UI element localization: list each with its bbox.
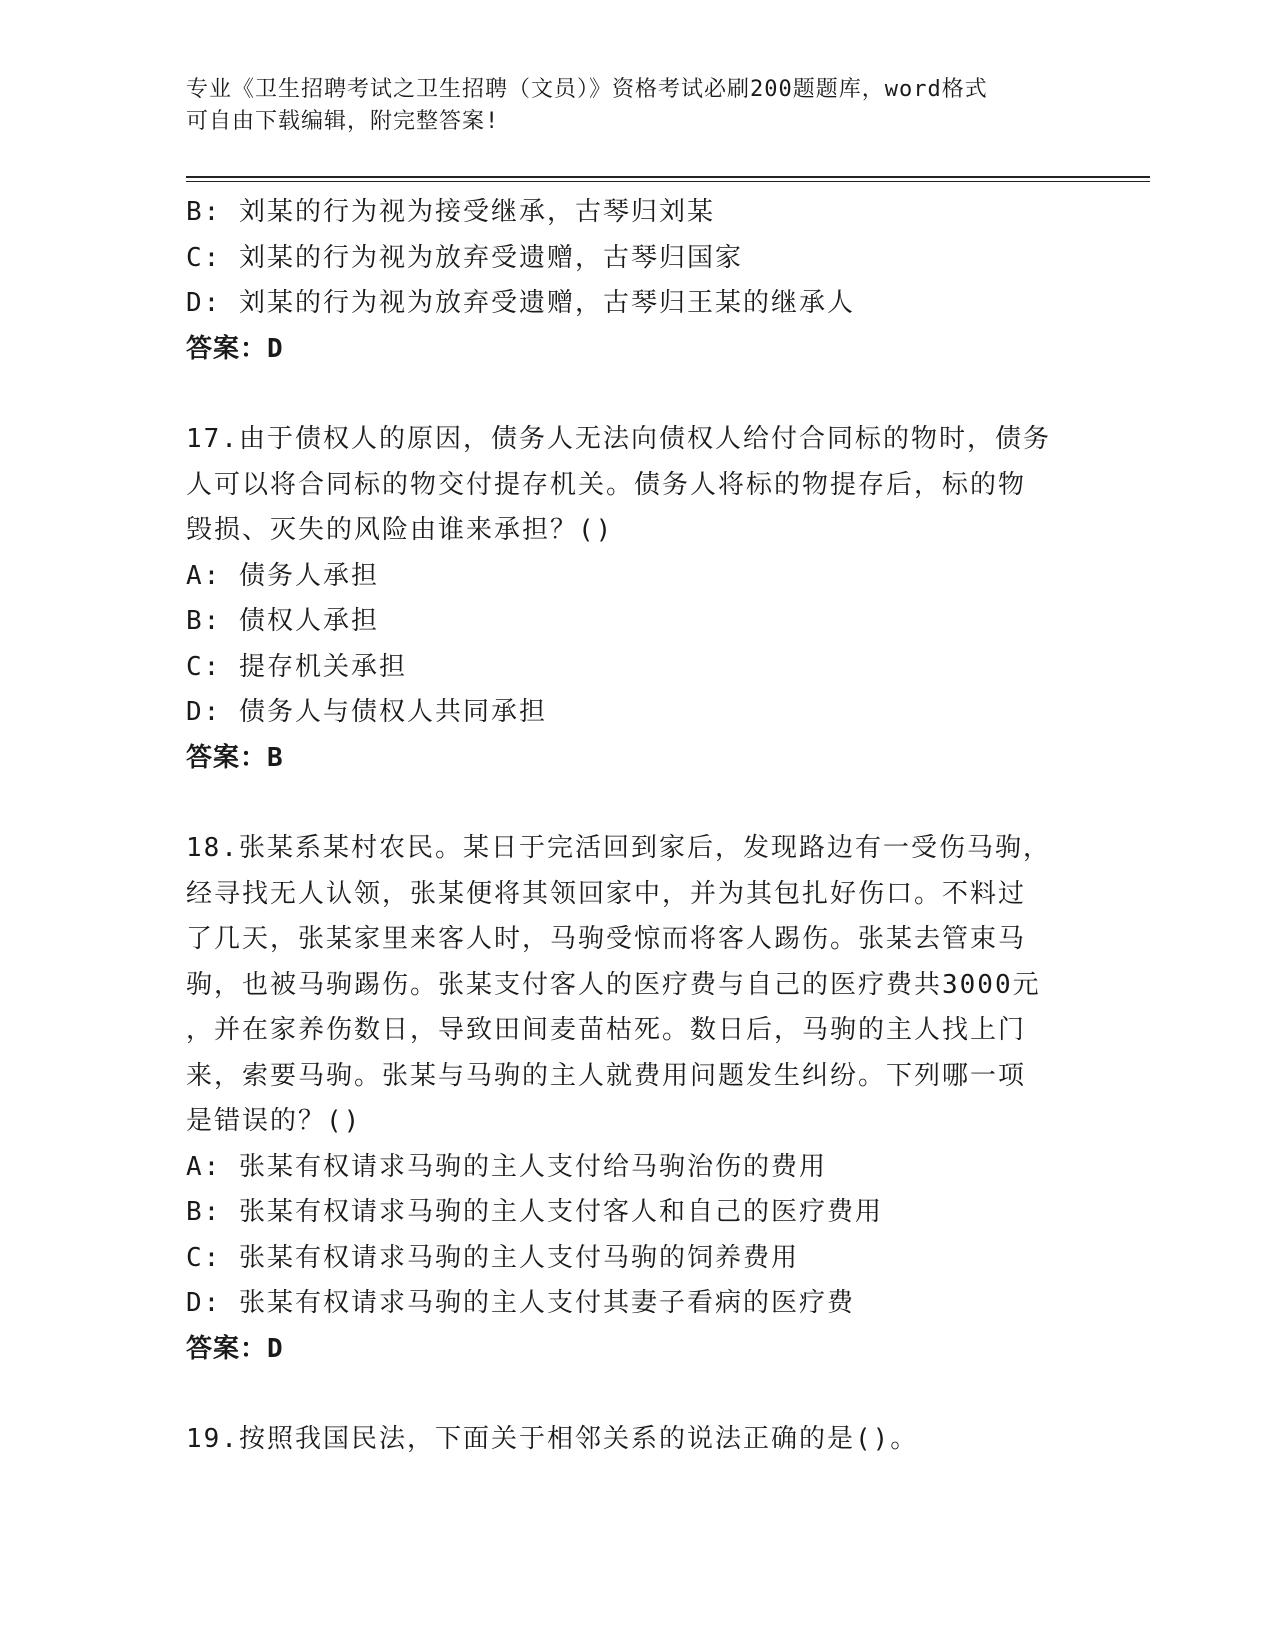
spacer [186,372,1076,417]
question-stem-line: 了几天，张某家里来客人时，马驹受惊而将客人踢伤。张某去管束马 [186,924,1027,954]
question-19 [186,1417,1076,1463]
spacer [186,781,1076,826]
question-stem-line: 19.按照我国民法，下面关于相邻关系的说法正确的是()。 [186,1424,919,1454]
question-stem-line: 17.由于债权人的原因，债务人无法向债权人给付合同标的物时，债务 [186,424,1051,454]
question-stem-line: 毁损、灭失的风险由谁来承担？() [186,515,614,545]
question-17 [186,417,1076,781]
question-stem-line: 是错误的？() [186,1106,362,1136]
question-16-continued [186,190,1076,372]
option-c: C: 刘某的行为视为放弃受遗赠，古琴归国家 [186,242,743,273]
question-stem-line: 人可以将合同标的物交付提存机关。债务人将标的物提存后，标的物 [186,469,1027,500]
question-18 [186,826,1076,1372]
answer-line: 答案：D [186,1333,284,1364]
document-header [186,74,1086,138]
option-d: D: 刘某的行为视为放弃受遗赠，古琴归王某的继承人 [186,288,855,318]
spacer [186,1372,1076,1417]
option-c: C: 提存机关承担 [186,651,407,682]
header-title-line-2: 可自由下载编辑，附完整答案! [186,109,500,134]
option-d: D: 债务人与债权人共同承担 [186,697,547,727]
question-stem-line: 18.张某系某村农民。某日于完活回到家后，发现路边有一受伤马驹， [186,833,1051,863]
header-divider-thick [186,176,1150,178]
question-stem-line: 来，索要马驹。张某与马驹的主人就费用问题发生纠纷。下列哪一项 [186,1060,1027,1091]
answer-line: 答案：D [186,333,284,364]
option-b: B: 债权人承担 [186,606,379,636]
option-c: C: 张某有权请求马驹的主人支付马驹的饲养费用 [186,1242,799,1273]
question-list [186,190,1076,1463]
option-a: A: 债务人承担 [186,560,379,591]
header-divider-thin [186,181,1150,182]
header-title-line-1: 专业《卫生招聘考试之卫生招聘（文员）》资格考试必刷200题题库，word格式 [186,77,988,102]
question-stem-line: ，并在家养伤数日，导致田间麦苗枯死。数日后，马驹的主人找上门 [186,1015,1027,1045]
option-d: D: 张某有权请求马驹的主人支付其妻子看病的医疗费 [186,1288,855,1318]
option-b: B: 张某有权请求马驹的主人支付客人和自己的医疗费用 [186,1197,883,1227]
option-a: A: 张某有权请求马驹的主人支付给马驹治伤的费用 [186,1151,827,1182]
answer-line: 答案：B [186,742,284,773]
option-b: B: 刘某的行为视为接受继承，古琴归刘某 [186,197,715,227]
question-stem-line: 经寻找无人认领，张某便将其领回家中，并为其包扎好伤口。不料过 [186,878,1027,909]
question-stem-line: 驹，也被马驹踢伤。张某支付客人的医疗费与自己的医疗费共3000元 [186,969,1041,1000]
